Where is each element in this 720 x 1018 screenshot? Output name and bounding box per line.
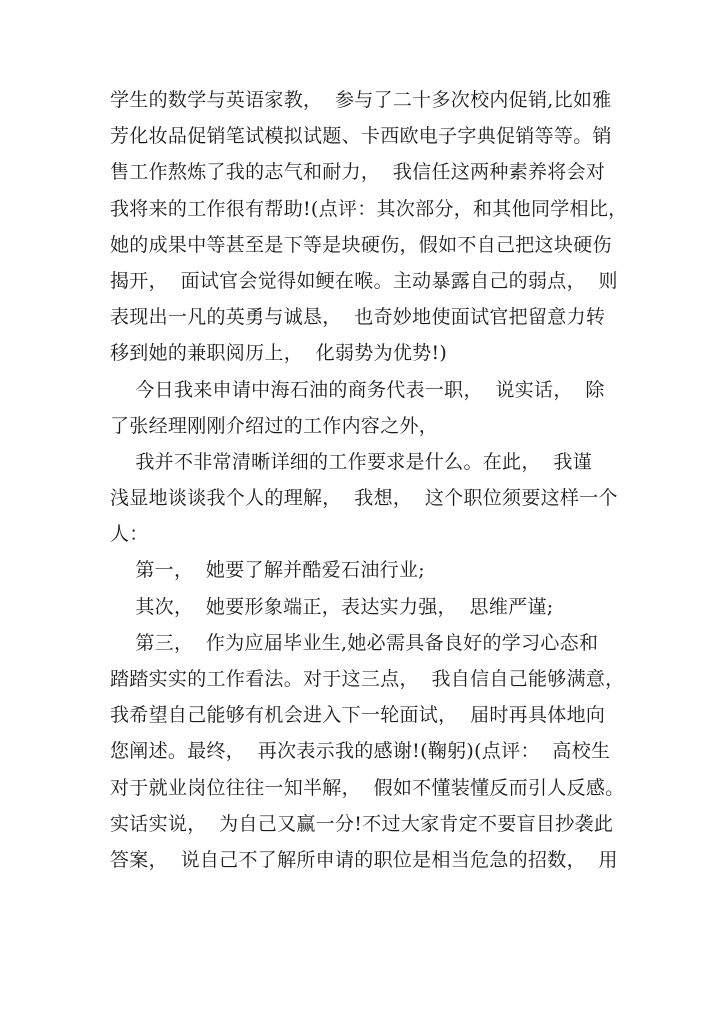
text-line: 我将来的工作很有帮助!(点评：其次部分，和其他同学相比， (110, 197, 628, 220)
text-line: 我希望自己能够有机会进入下一轮面试， 届时再具体地向 (110, 704, 606, 727)
text-line: 我并不非常清晰详细的工作要求是什么。在此， 我谨 (110, 450, 592, 473)
text-line: 今日我来申请中海石油的商务代表一职， 说实话， 除 (110, 378, 605, 401)
text-line: 对于就业岗位往往一知半解， 假如不懂装懂反而引人反感。 (110, 776, 625, 799)
text-line: 浅显地谈谈我个人的理解， 我想， 这个职位须要这样一个 (110, 487, 618, 510)
text-line: 她的成果中等甚至是下等是块硬伤，假如不自己把这块硬伤 (110, 233, 612, 256)
text-line: 第一， 她要了解并酷爱石油行业; (110, 559, 425, 582)
text-line: 芳化妆品促销笔试模拟试题、卡西欧电子字典促销等等。销 (110, 125, 612, 148)
text-line: 第三， 作为应届毕业生,她必需具备良好的学习心态和 (110, 631, 599, 654)
text-line: 移到她的兼职阅历上， 化弱势为优势!) (110, 342, 448, 365)
body-text (110, 82, 628, 878)
text-line: 人： (110, 523, 149, 546)
text-line: 其次， 她要形象端正，表达实力强， 思维严谨; (110, 595, 554, 618)
text-line: 您阐述。最终， 再次表示我的感谢!(鞠躬)(点评： 高校生 (110, 740, 611, 763)
text-line: 实话实说， 为自己又赢一分!不过大家肯定不要盲目抄袭此 (110, 812, 614, 835)
text-line: 表现出一凡的英勇与诚恳， 也奇妙地使面试官把留意力转 (110, 306, 606, 329)
text-line: 踏踏实实的工作看法。对于这三点， 我自信自己能够满意， (110, 668, 625, 690)
text-line: 售工作熬炼了我的志气和耐力， 我信任这两种素养将会对 (110, 161, 606, 184)
text-line: 学生的数学与英语家教， 参与了二十多次校内促销,比如雅 (110, 89, 612, 111)
text-line: 答案， 说自己不了解所申请的职位是相当危急的招数， 用 (110, 848, 618, 871)
text-line: 了张经理刚刚介绍过的工作内容之外， (110, 414, 439, 437)
text-line: 揭开， 面试官会觉得如鲠在喉。主动暴露自己的弱点， 则 (110, 269, 618, 292)
